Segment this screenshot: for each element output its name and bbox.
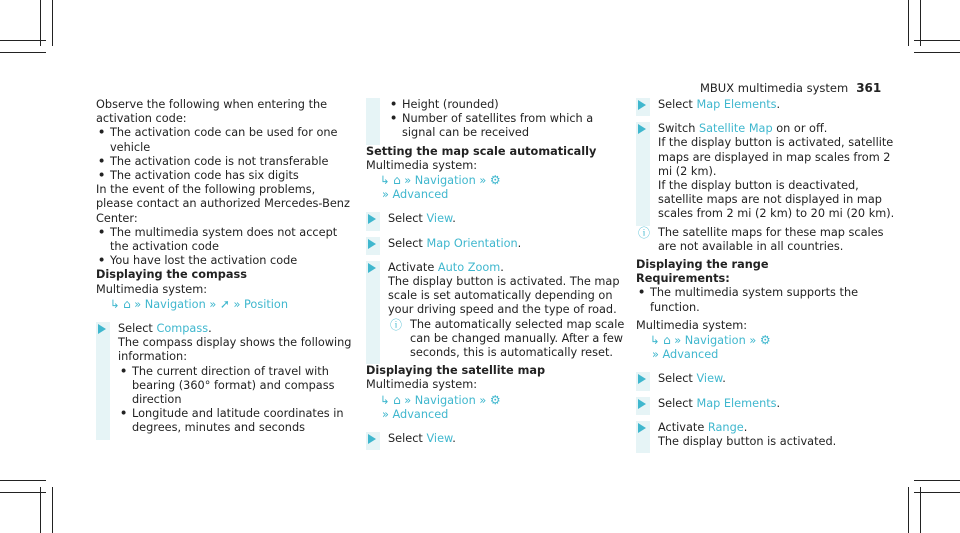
crop-mark: [914, 40, 960, 41]
home-icon: ⌂: [663, 333, 671, 348]
on-text: If the display button is activated, satellite maps are displayed in map scales from 2 mi (2 km).: [658, 136, 894, 178]
column-2: [366, 98, 628, 446]
list-item: • The activation code can be used for one vehicle: [96, 126, 354, 154]
crop-mark: [920, 487, 921, 533]
crop-mark: [914, 492, 960, 493]
crop-mark: [914, 480, 960, 481]
intro-text: Observe the following when entering the activation code:: [96, 98, 328, 126]
section-heading-scale: Setting the map scale automatically: [366, 144, 597, 158]
range-desc: The display button is activated.: [658, 435, 837, 449]
path-arrow-icon: ↳: [380, 174, 390, 188]
link-advanced[interactable]: Advanced: [392, 407, 449, 421]
link-map-elements[interactable]: Map Elements: [696, 98, 777, 111]
chevron-right-icon: »: [404, 393, 412, 407]
chevron-right-icon: »: [209, 297, 217, 311]
multimedia-label: Multimedia system:: [366, 158, 478, 172]
step-select-compass: [96, 322, 354, 436]
requirements-heading: Requirements:: [636, 272, 730, 286]
chevron-right-icon: »: [652, 348, 659, 362]
menu-path-cont: [366, 408, 628, 422]
crop-mark: [0, 480, 46, 481]
multimedia-label: Multimedia system:: [636, 318, 748, 332]
crop-mark: [52, 487, 53, 533]
settings-gear-icon: ⚙: [759, 333, 771, 348]
step-map-orientation: [366, 237, 628, 251]
column-1: [96, 98, 354, 436]
home-icon: ⌂: [393, 392, 401, 407]
step-auto-zoom: [366, 261, 628, 360]
link-view[interactable]: View: [426, 432, 453, 446]
step-text: Select Compass.: [118, 322, 212, 336]
menu-path: [96, 297, 354, 312]
step-satellite-map: [636, 122, 898, 221]
step-text: Select View.: [388, 432, 456, 446]
link-compass[interactable]: Compass: [156, 322, 209, 336]
link-navigation[interactable]: Navigation: [684, 334, 746, 348]
chevron-right-icon: »: [382, 188, 389, 202]
crop-mark: [908, 0, 909, 46]
link-navigation[interactable]: Navigation: [144, 297, 206, 311]
step-text: Activate Range.: [658, 420, 748, 434]
list-item: • The multimedia system does not accept the activation code: [96, 226, 354, 254]
crop-mark: [52, 0, 53, 46]
step-select-view-2: [366, 432, 628, 446]
info-icon: ⓘ: [638, 225, 651, 240]
step-bar: [366, 261, 380, 364]
link-auto-zoom[interactable]: Auto Zoom: [437, 260, 501, 274]
link-advanced[interactable]: Advanced: [662, 348, 719, 362]
chevron-right-icon: »: [479, 174, 487, 188]
step-select-view: [366, 212, 628, 226]
column-3: [636, 98, 898, 449]
step-triangle-icon: [368, 239, 376, 249]
list-item: • The multimedia system supports the function.: [636, 286, 898, 314]
info-note: [636, 226, 898, 254]
link-navigation[interactable]: Navigation: [414, 393, 476, 407]
step-triangle-icon: [368, 214, 376, 224]
settings-gear-icon: ⚙: [489, 392, 501, 407]
step-text: Activate Auto Zoom.: [388, 260, 504, 274]
list-item: • You have lost the activation code: [96, 254, 354, 268]
chevron-right-icon: »: [134, 297, 142, 311]
list-item: • Number of satellites from which a signal can be received: [388, 112, 628, 140]
multimedia-label: Multimedia system:: [366, 378, 478, 392]
list-item: • Height (rounded): [388, 98, 628, 112]
list-item: • The activation code is not transferable: [96, 155, 354, 169]
step-range: [636, 421, 898, 449]
info-text: The satellite maps for these map scales are not available in all countries.: [658, 225, 884, 253]
menu-path: [636, 333, 898, 348]
settings-gear-icon: ⚙: [489, 173, 501, 188]
step-triangle-icon: [368, 434, 376, 444]
link-map-elements[interactable]: Map Elements: [696, 396, 777, 410]
chevron-right-icon: »: [404, 174, 412, 188]
header-title: MBUX multimedia system: [700, 81, 849, 95]
list-item: • Longitude and latitude coordinates in degrees, minutes and seconds: [118, 407, 354, 435]
crop-mark: [914, 52, 960, 53]
step-triangle-icon: [638, 399, 646, 409]
step-text: Select Map Orientation.: [388, 236, 522, 250]
page-header: [700, 81, 881, 95]
auto-zoom-desc: The display button is activated. The map scale is set automatically depending on your driving speed and the type of road.: [388, 275, 620, 317]
event-text: In the event of the following problems, please contact an authorized Mercedes-Benz Center:: [96, 183, 350, 225]
step-triangle-icon: [98, 324, 106, 334]
crop-mark: [40, 487, 41, 533]
home-icon: ⌂: [123, 296, 131, 311]
path-arrow-icon: ↳: [110, 297, 120, 311]
step-map-elements: [636, 98, 898, 112]
page-number: 361: [856, 81, 882, 95]
link-view[interactable]: View: [696, 372, 723, 386]
step-triangle-icon: [638, 423, 646, 433]
compass-desc: The compass display shows the following information:: [118, 336, 352, 364]
link-navigation[interactable]: Navigation: [414, 174, 476, 188]
compass-needle-icon: ➚: [219, 296, 230, 311]
step-bar: [96, 322, 110, 440]
link-position[interactable]: Position: [244, 297, 289, 311]
section-heading-range: Displaying the range: [636, 258, 769, 272]
step-select-view: [636, 372, 898, 386]
menu-path-cont: [636, 348, 898, 362]
link-satellite-map[interactable]: Satellite Map: [698, 122, 773, 136]
info-text: The automatically selected map scale can be changed manually. After a few seconds, this is automatically reset.: [410, 317, 625, 360]
link-map-orientation[interactable]: Map Orientation: [426, 236, 518, 250]
off-text: If the display button is deactivated, satellite maps are not displayed in map scales from 2 mi (2 km) to 20 mi (20 km).: [658, 179, 895, 221]
crop-mark: [0, 492, 46, 493]
chevron-right-icon: »: [674, 334, 682, 348]
step-text: Select View.: [388, 212, 456, 226]
step-triangle-icon: [638, 100, 646, 110]
menu-path-cont: [366, 188, 628, 202]
link-view[interactable]: View: [426, 212, 453, 226]
step-text: Select Map Elements.: [658, 98, 781, 111]
step-text: Select Map Elements.: [658, 396, 781, 410]
chevron-right-icon: »: [233, 297, 241, 311]
step-continued: [366, 98, 628, 141]
chevron-right-icon: »: [749, 334, 757, 348]
step-triangle-icon: [368, 263, 376, 273]
chevron-right-icon: »: [382, 407, 389, 421]
section-heading-compass: Displaying the compass: [96, 268, 247, 282]
step-triangle-icon: [638, 374, 646, 384]
chevron-right-icon: »: [479, 393, 487, 407]
step-map-elements-2: [636, 397, 898, 411]
crop-mark: [0, 40, 46, 41]
step-text: Switch Satellite Map on or off.: [658, 122, 828, 136]
section-heading-satellite: Displaying the satellite map: [366, 364, 546, 378]
multimedia-label: Multimedia system:: [96, 282, 208, 296]
path-arrow-icon: ↳: [380, 393, 390, 407]
crop-mark: [0, 52, 46, 53]
menu-path: [366, 393, 628, 408]
link-range[interactable]: Range: [707, 420, 744, 434]
info-note: [388, 318, 628, 361]
step-bar: [636, 122, 650, 225]
step-text: Select View.: [658, 372, 726, 386]
list-item: • The activation code has six digits: [96, 169, 354, 183]
path-arrow-icon: ↳: [650, 334, 660, 348]
info-icon: ⓘ: [390, 317, 403, 332]
step-triangle-icon: [638, 124, 646, 134]
menu-path: [366, 173, 628, 188]
list-item: • The current direction of travel with bearing (360° format) and compass direction: [118, 365, 354, 408]
step-bar: [366, 98, 380, 145]
crop-mark: [908, 487, 909, 533]
link-advanced[interactable]: Advanced: [392, 188, 449, 202]
home-icon: ⌂: [393, 173, 401, 188]
